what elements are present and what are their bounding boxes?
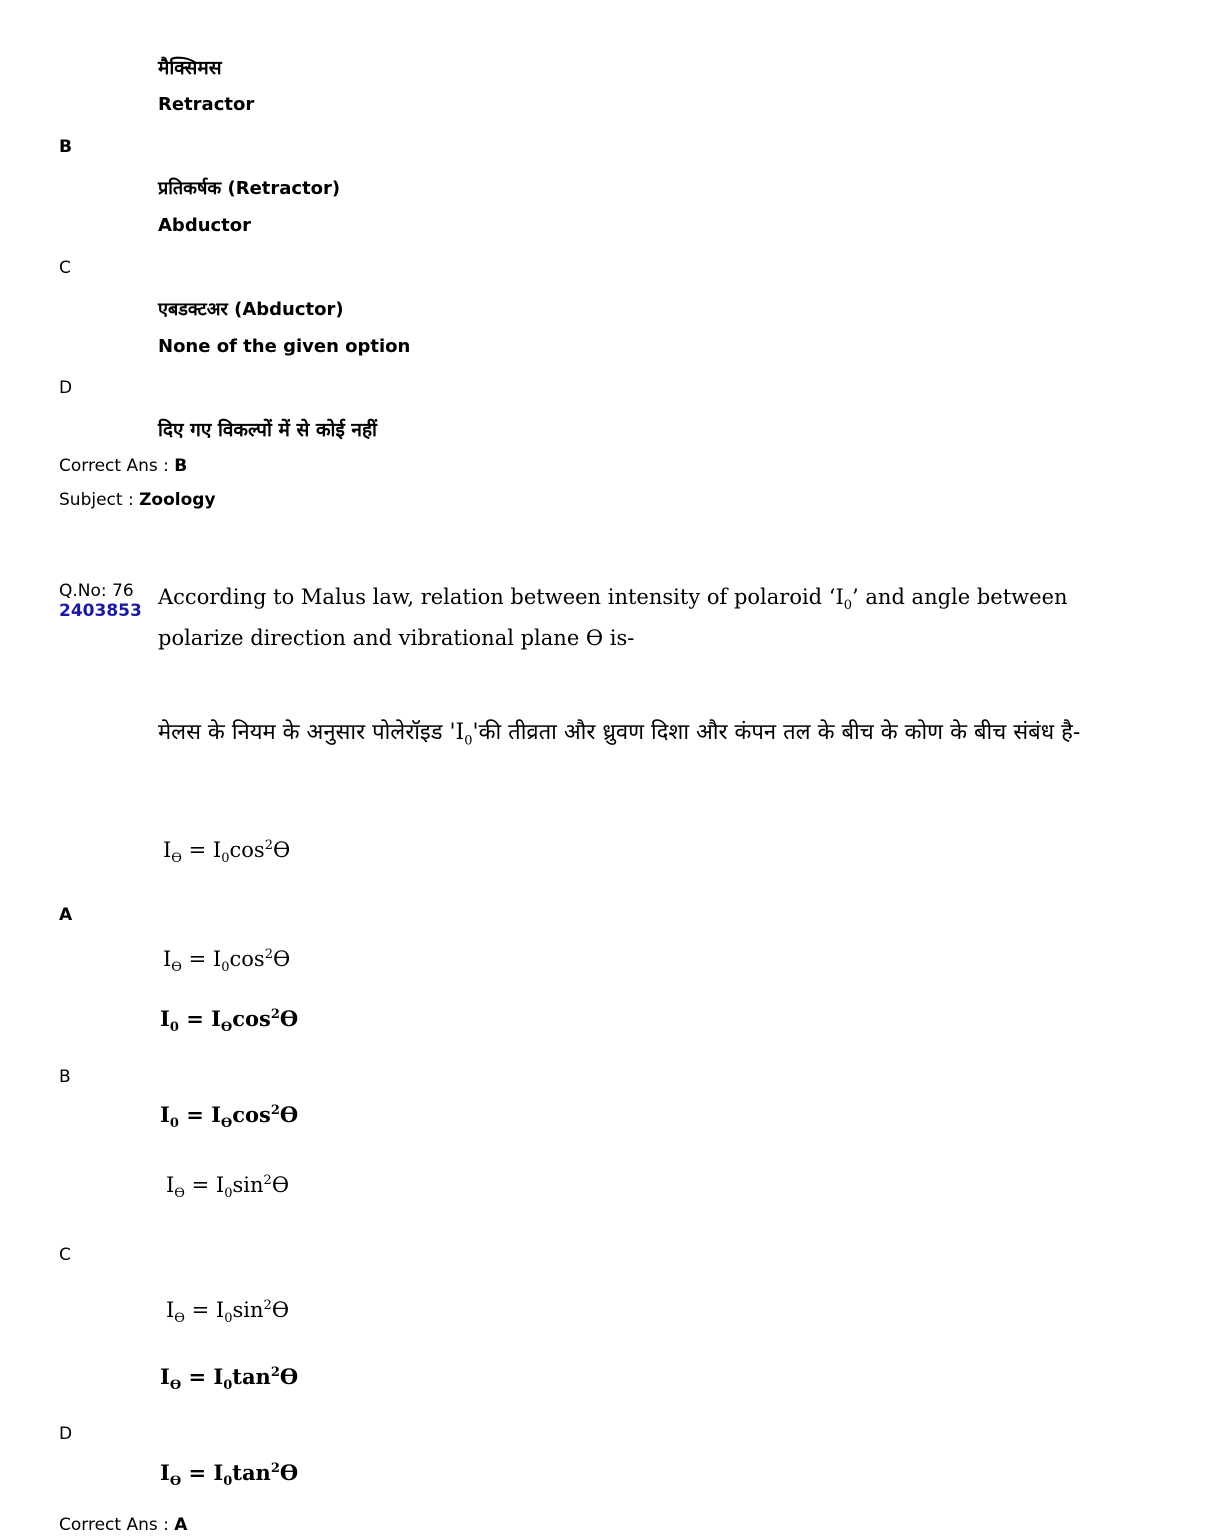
question-text-english: According to Malus law, relation between intensity of polaroid ‘$I_0$’ and angle between polarize direction and vibrational plane ϴ is- xyxy=(158,585,1068,651)
correct-answer-label: Correct Ans : xyxy=(59,456,169,476)
option-c-hindi-text: एबडक्टअर (Abductor) xyxy=(158,299,344,320)
option-d-formula-english: $I_ϴ = I_0\tan^2ϴ$ xyxy=(160,1364,299,1394)
q76-option-d-label: D xyxy=(59,1424,73,1444)
option-b-formula-hindi: $I_0 = I_ϴ\cos^2ϴ$ xyxy=(160,1102,299,1132)
q76-correct-answer-value: A xyxy=(174,1515,188,1535)
subscript-zero-hindi: 0 xyxy=(464,733,473,749)
q76-option-c-label: C xyxy=(59,1245,71,1265)
option-a-formula-english: $I_ϴ = I_0\cos^2ϴ$ xyxy=(163,838,291,867)
option-c-formula-hindi: $I_ϴ = I_0\sin^2ϴ$ xyxy=(166,1298,290,1327)
q76-option-b-label: B xyxy=(59,1067,71,1087)
option-a-formula-hindi: $I_ϴ = I_0\cos^2ϴ$ xyxy=(163,947,291,976)
option-c-english-text: Abductor xyxy=(158,215,252,236)
option-c-formula-english: $I_ϴ = I_0\sin^2ϴ$ xyxy=(166,1173,290,1202)
subject-label: Subject : xyxy=(59,490,134,510)
subject-value: Zoology xyxy=(139,490,216,510)
option-b-hindi-text: प्रतिकर्षक (Retractor) xyxy=(158,178,341,199)
option-b-english-text: Retractor xyxy=(158,94,255,115)
question-text-hindi: मेलस के नियम के अनुसार पोलेरॉइड '$I_0'की$ तीव्रता और ध्रुवण दिशा और कंपन तल के बीच के कोण के बीच संबंध है- xyxy=(158,720,1081,749)
question-number: Q.No: 76 xyxy=(59,581,134,601)
option-b-label: B xyxy=(59,137,72,157)
subscript-zero: 0 xyxy=(843,598,853,614)
option-d-label: D xyxy=(59,378,73,398)
correct-answer-value: B xyxy=(174,456,188,476)
option-d-formula-hindi: $I_ϴ = I_0\tan^2ϴ$ xyxy=(160,1460,299,1490)
q76-correct-answer-label: Correct Ans : xyxy=(59,1515,169,1535)
subject-line xyxy=(59,490,216,510)
option-a-hindi-text: मैक्सिमस xyxy=(158,57,222,79)
question-id: 2403853 xyxy=(59,601,142,621)
q76-correct-answer-line xyxy=(59,1515,187,1535)
option-b-formula-english: $I_0 = I_ϴ\cos^2ϴ$ xyxy=(160,1006,299,1036)
option-c-label: C xyxy=(59,258,71,278)
option-d-hindi-text: दिए गए विकल्पों में से कोई नहीं xyxy=(158,419,377,441)
correct-answer-line xyxy=(59,456,187,476)
q76-option-a-label: A xyxy=(59,905,73,925)
option-d-english-text: None of the given option xyxy=(158,336,411,357)
